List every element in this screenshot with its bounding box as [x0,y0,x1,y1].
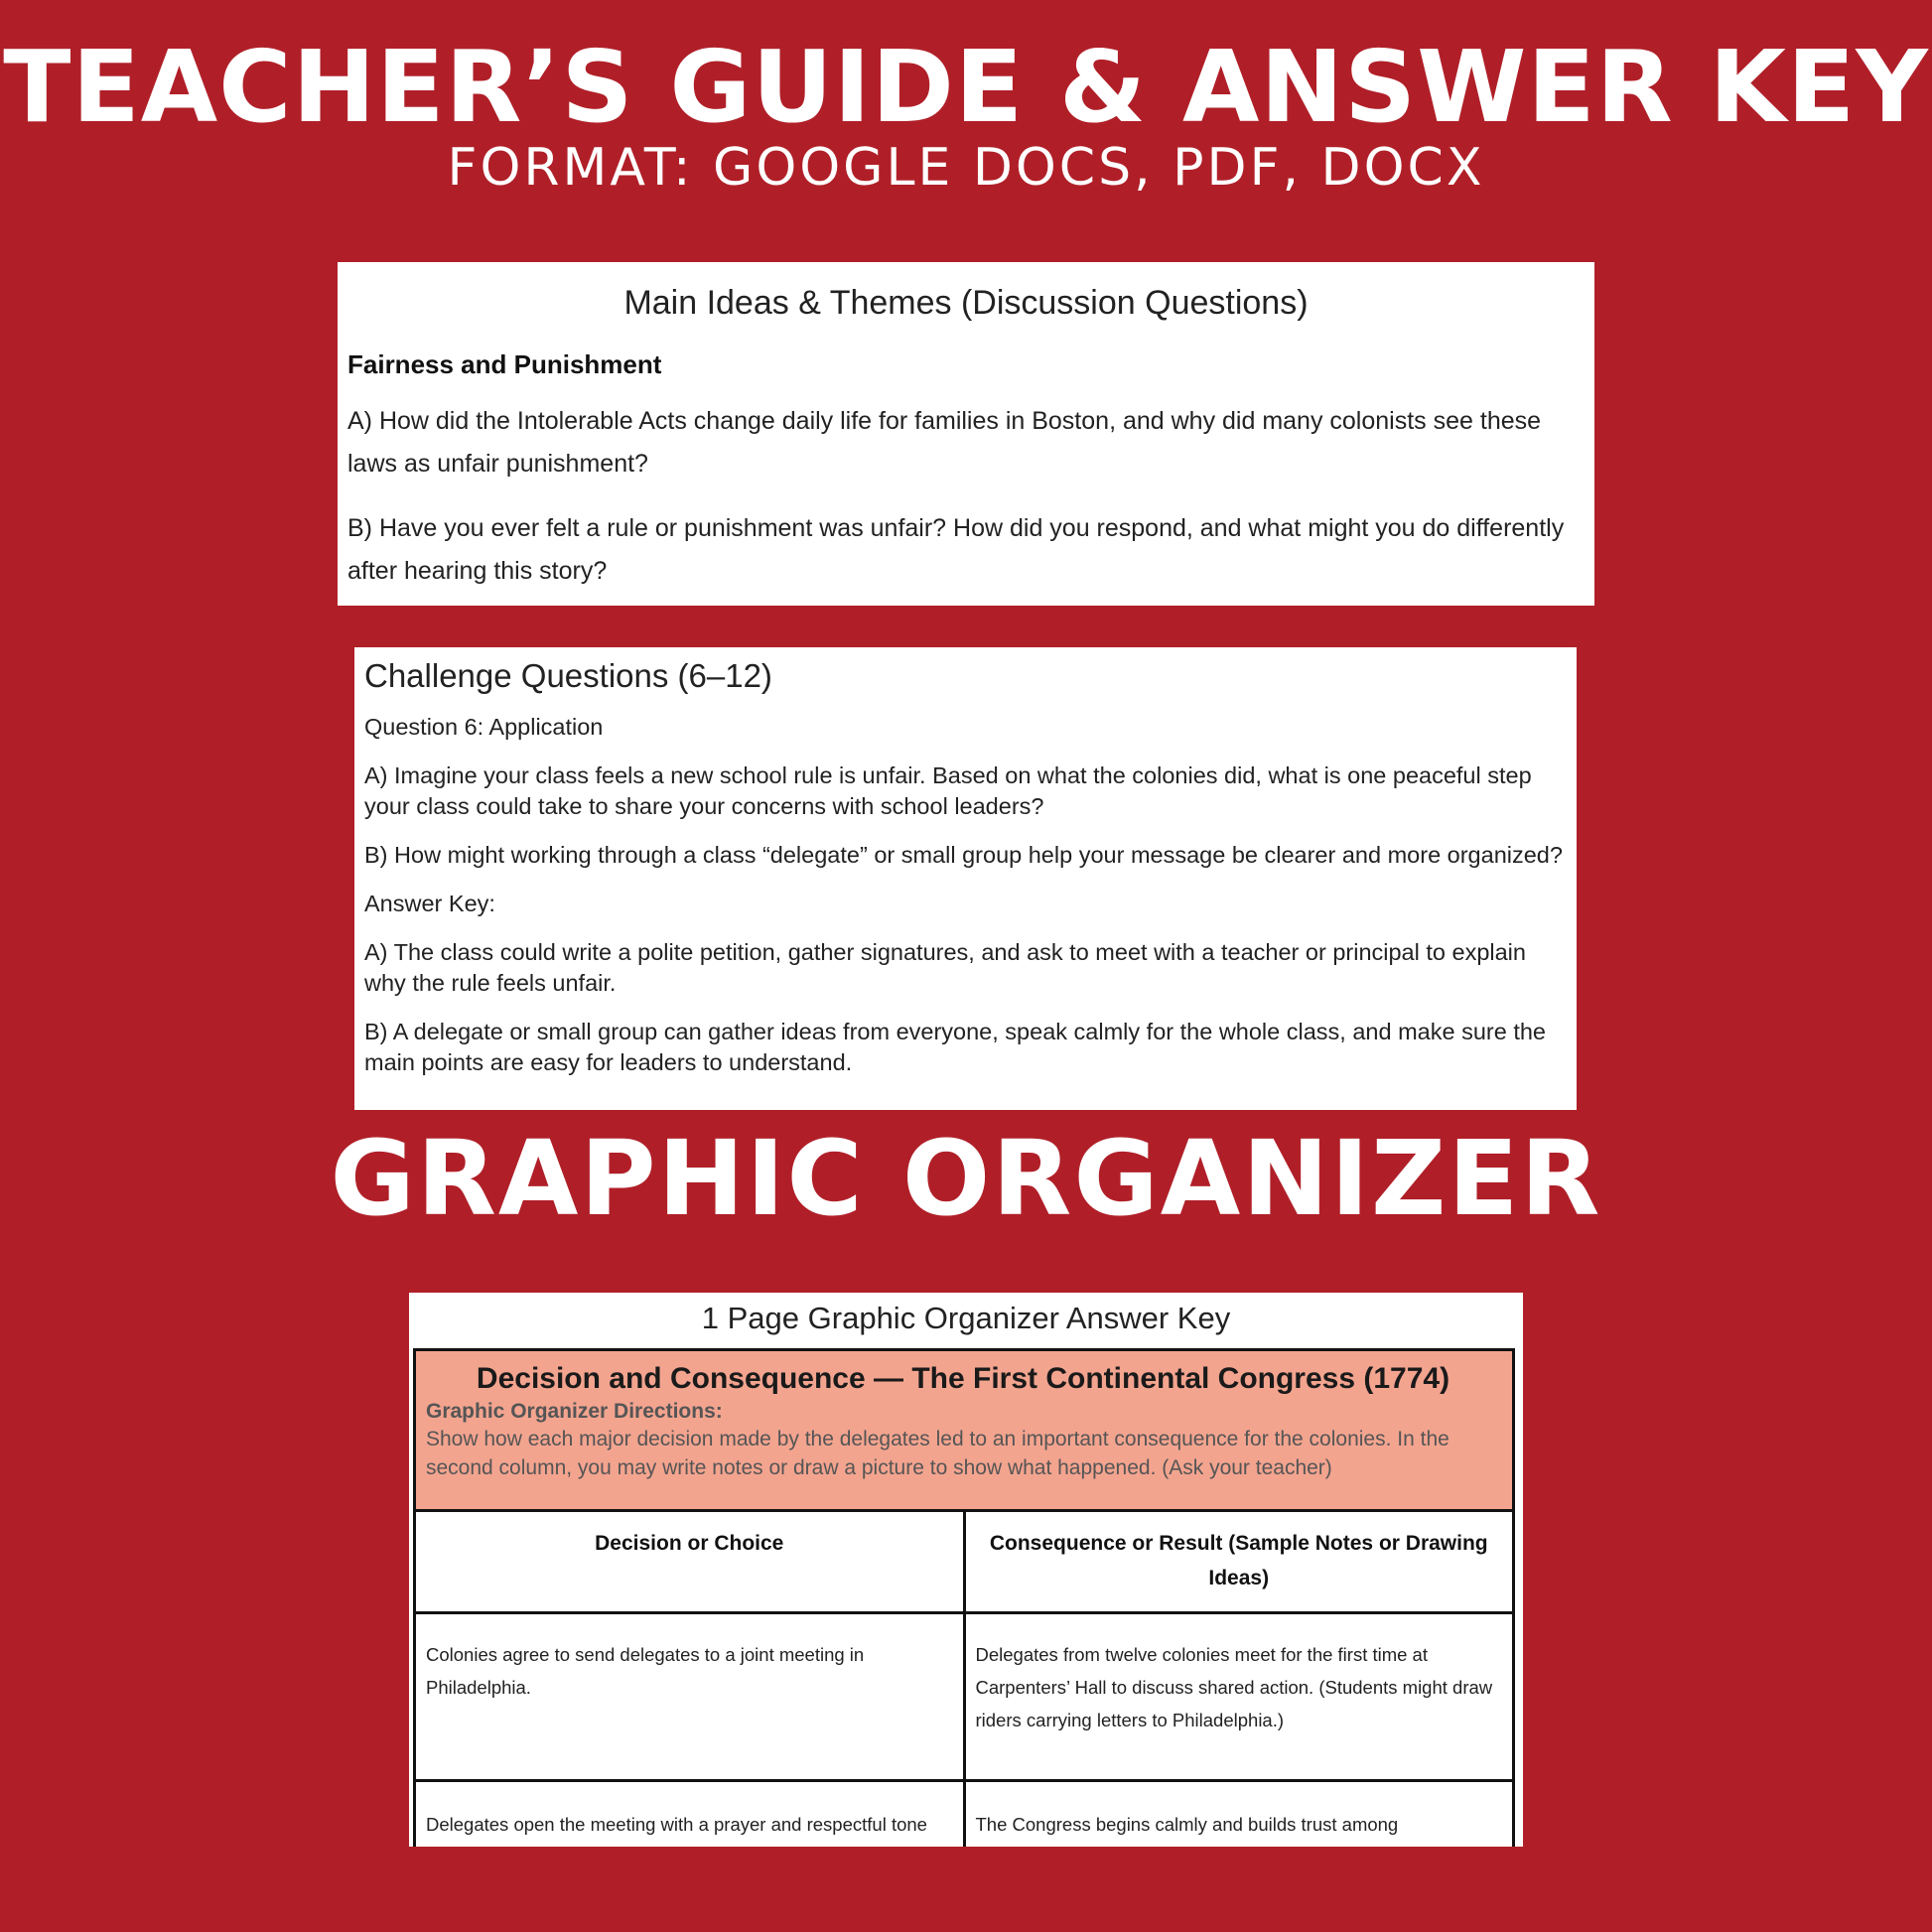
graphic-organizer-heading: GRAPHIC ORGANIZER [330,1118,1602,1239]
challenge-title: Challenge Questions (6–12) [364,657,772,694]
organizer-title: 1 Page Graphic Organizer Answer Key [701,1301,1231,1335]
column-header-consequence: Consequence or Result (Sample Notes or Drawing Ideas) [964,1512,1512,1612]
hero-subtitle: FORMAT: GOOGLE DOCS, PDF, DOCX [447,138,1485,198]
table-row [416,1780,1512,1847]
challenge-question-a: A) Imagine your class feels a new school rule is unfair. Based on what the colonies did, what is one peaceful step your class could take to share your concerns with school leaders? [364,762,1532,819]
answer-key-label: Answer Key: [364,891,495,916]
challenge-questions-preview [354,647,1577,1110]
discussion-title: Main Ideas & Themes (Discussion Questions) [623,284,1309,322]
directions-label: Graphic Organizer Directions: [426,1400,723,1423]
consequence-cell: Delegates from twelve colonies meet for the first time at Carpenters’ Hall to discuss shared action. (Students might draw riders carrying letters to Philadelphia.) [964,1612,1512,1780]
discussion-question-b: B) Have you ever felt a rule or punishment was unfair? How did you respond, and what might you do differently after hearing this story? [347,514,1565,585]
discussion-questions-preview [338,262,1594,606]
challenge-question-b: B) How might working through a class “delegate” or small group help your message be clearer and more organized? [364,842,1563,868]
organizer-header-title: Decision and Consequence — The First Continental Congress (1774) [476,1362,1450,1395]
organizer-header [416,1351,1512,1512]
decision-consequence-grid [416,1512,1512,1847]
column-header-decision: Decision or Choice [416,1512,964,1612]
discussion-heading: Fairness and Punishment [347,349,662,379]
hero-title: TEACHER’S GUIDE & ANSWER KEY [3,29,1929,145]
graphic-organizer-preview [409,1293,1523,1847]
consequence-cell: The Congress begins calmly and builds trust among [964,1780,1512,1847]
answer-a: A) The class could write a polite petition, gather signatures, and ask to meet with a teacher or principal to explain why the rule feels unfair. [364,939,1526,996]
challenge-question-label: Question 6: Application [364,714,604,740]
organizer-table [413,1348,1515,1847]
decision-cell: Colonies agree to send delegates to a joint meeting in Philadelphia. [416,1612,964,1780]
answer-b: B) A delegate or small group can gather ideas from everyone, speak calmly for the whole class, and make sure the main points are easy for leaders to understand. [364,1019,1546,1075]
directions-text: Show how each major decision made by the delegates led to an important consequence for the colonies. In the second column, you may write notes or draw a picture to show what happened. (Ask your teacher) [426,1428,1449,1479]
table-row [416,1612,1512,1780]
decision-cell: Delegates open the meeting with a prayer and respectful tone [416,1780,964,1847]
discussion-question-a: A) How did the Intolerable Acts change daily life for families in Boston, and why did many colonists see these laws as unfair punishment? [347,407,1542,478]
